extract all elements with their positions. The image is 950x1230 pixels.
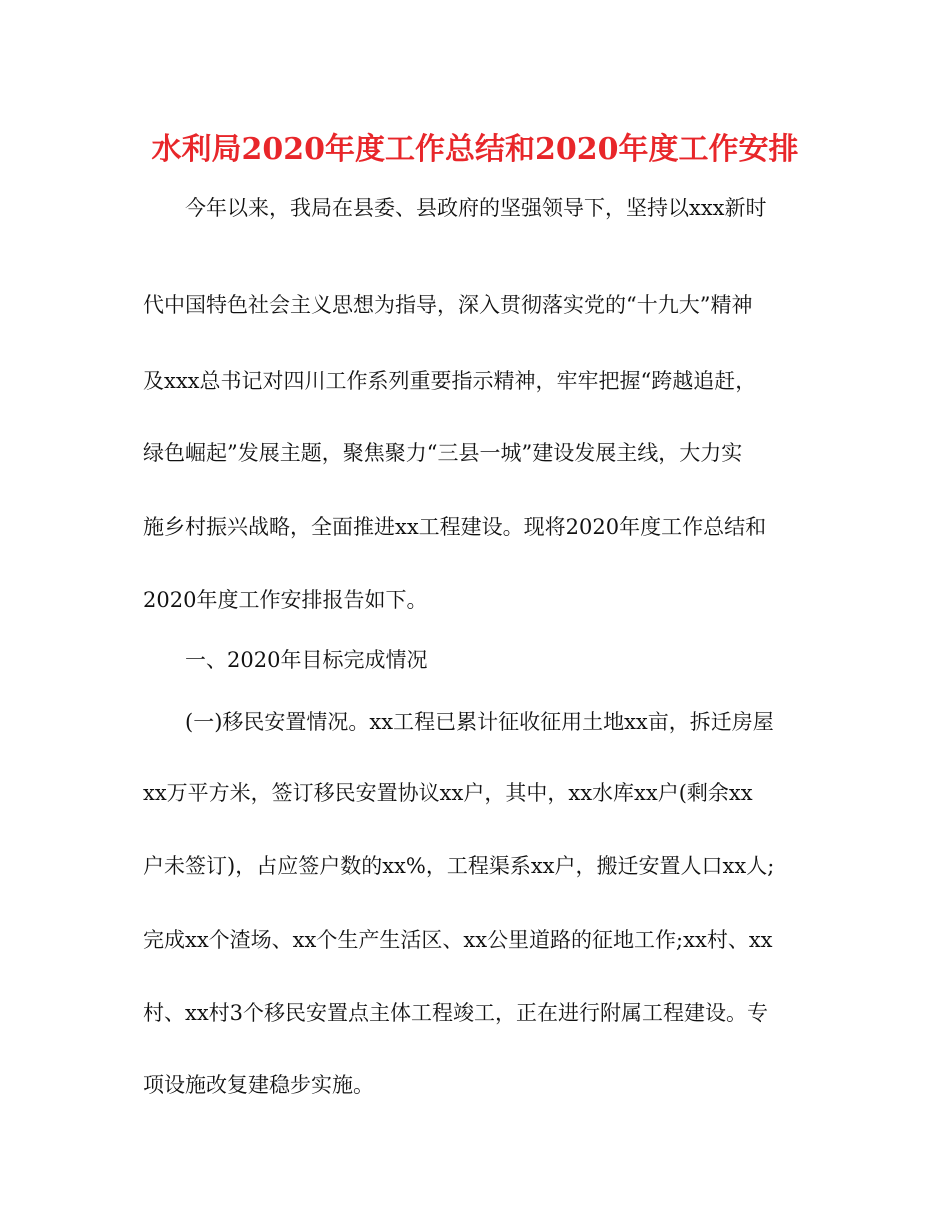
document-title: 水利局2020年度工作总结和2020年度工作安排 [151, 132, 799, 167]
paragraph-2-line-3: 户未签订)，占应签户数的xx%，工程渠系xx户，搬迁安置人口xx人; [143, 854, 775, 878]
paragraph-1-line-6: 2020年度工作安排报告如下。 [143, 588, 428, 612]
paragraph-1-line-5: 施乡村振兴战略，全面推进xx工程建设。现将2020年度工作总结和 [143, 515, 767, 539]
paragraph-2-line-2: xx万平方米，签订移民安置协议xx户，其中，xx水库xx户(剩余xx [143, 781, 753, 805]
paragraph-1-line-2: 代中国特色社会主义思想为指导，深入贯彻落实党的“十九大”精神 [143, 293, 753, 317]
section-heading-1: 一、2020年目标完成情况 [185, 648, 428, 672]
paragraph-1-line-3: 及xxx总书记对四川工作系列重要指示精神，牢牢把握“跨越追赶， [143, 369, 757, 393]
paragraph-1-line-4: 绿色崛起”发展主题，聚焦聚力“三县一城”建设发展主线，大力实 [143, 441, 743, 465]
paragraph-2-line-6: 项设施改复建稳步实施。 [143, 1073, 374, 1097]
paragraph-2-line-1: (一)移民安置情况。xx工程已累计征收征用土地xx亩，拆迁房屋 [185, 710, 774, 734]
paragraph-2-line-4: 完成xx个渣场、xx个生产生活区、xx公里道路的征地工作;xx村、xx [143, 928, 773, 952]
paragraph-1-line-1: 今年以来，我局在县委、县政府的坚强领导下，坚持以xxx新时 [185, 196, 767, 220]
paragraph-2-line-5: 村、xx村3个移民安置点主体工程竣工，正在进行附属工程建设。专 [143, 1001, 769, 1025]
